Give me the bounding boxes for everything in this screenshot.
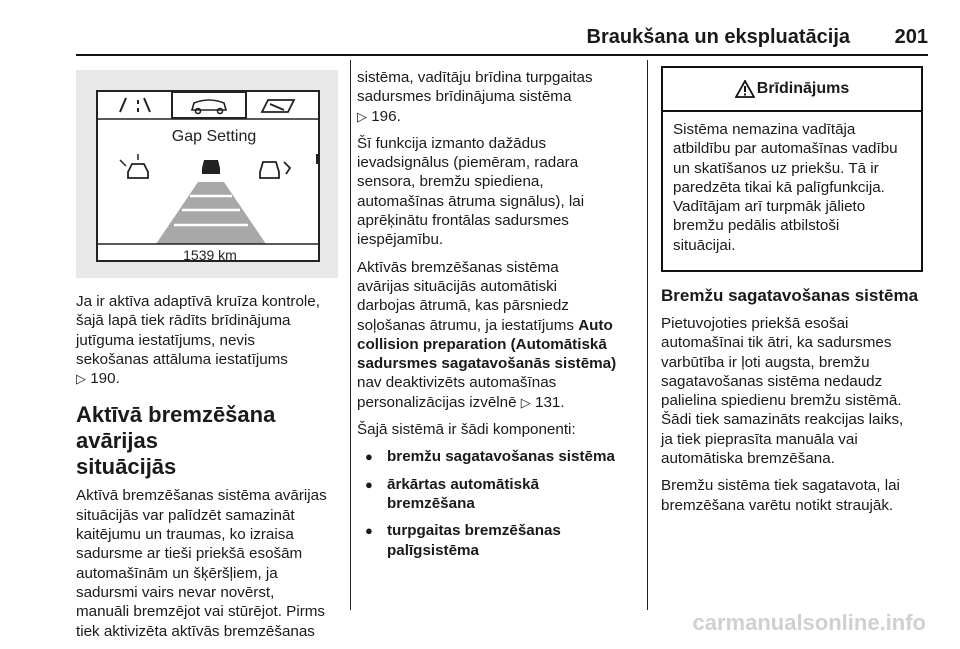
warning-box	[661, 66, 923, 272]
column-divider	[350, 60, 351, 610]
header-divider	[76, 54, 928, 56]
component-list	[357, 447, 639, 559]
left-column	[76, 292, 346, 649]
page-header	[0, 0, 960, 60]
warning-text: Sistēma nemazina vadītāja atbildību par automašīnas vadību un skatīšanos uz priekšu. Tā ir paredzēta tikai kā palīgfunkcija. Vadītājam arī turpmāk jālieto bremžu pedālis atbilstoši situācijai.	[673, 121, 898, 254]
warning-triangle-icon	[735, 80, 755, 98]
paragraph: sistēma, vadītāju brīdina turpgaitas sadursmes brīdinājuma sistēma ▷ 196.	[357, 69, 593, 125]
tab-active-car	[172, 92, 246, 118]
reference-arrow-icon: ▷	[520, 394, 531, 410]
middle-column	[357, 68, 639, 568]
list-item: ● ārkārtas automātiskā bremzēšana	[357, 475, 639, 514]
reference-arrow-icon: ▷	[76, 371, 86, 387]
warning-title: Brīdinājums	[756, 80, 850, 97]
reference-arrow-icon: ▷	[357, 108, 367, 124]
display-graphic	[98, 92, 318, 260]
section-heading: Bremžu sagatavošanas sistēma	[661, 286, 919, 305]
column-divider	[647, 60, 648, 610]
intro-paragraph: Ja ir aktīva adaptīvā kruīza kontrole, šajā lapā tiek rādīts brīdinājuma jutīguma iestatījums, nevis sekošanas attāluma iestatījums ▷ 190.	[76, 293, 320, 388]
paragraph: Šī funkcija izmanto dažādus ievadsignālus (piemēram, radara sensora, bremžu spiediena, automašīnas ātruma signālus), lai aprēķinātu frontālas sadursmes iespējamību.	[357, 134, 585, 249]
sign-icon	[262, 100, 294, 112]
paragraph: Šajā sistēmā ir šādi komponenti:	[357, 421, 576, 439]
watermark: carmanualsonline.info	[692, 610, 926, 635]
lead-car-icon	[202, 160, 220, 174]
paragraph: Bremžu sistēma tiek sagatavota, lai bremzēšana varētu notikt straujāk.	[661, 477, 900, 514]
display-screen	[96, 90, 320, 262]
section-paragraph: Aktīvā bremzēšanas sistēma avārijas situācijās var palīdzēt samazināt kaitējumu un traumas, ko izraisa sadursme ar tieši priekšā esošām automašīnām un šķēršļiem, ja sadursmi vairs nevar novērst, manuāli bremzējot vai stūrējot. Pirms tiek aktivizēta aktīvās bremzēšanas	[76, 487, 327, 640]
right-column	[661, 285, 931, 523]
paragraph: Pietuvojoties priekšā esošai automašīnai tik ātri, ka sadursmes varbūtība ir ļoti augsta, bremžu sagatavošanas sistēma nedaudz palielina spiedienu bremžu sistēmā. Šādi tiek samazināts reakcijas laiks, ja tiek pieprasīta manuāla vai automātiska bremzēšana.	[661, 315, 904, 468]
warning-car-icon	[120, 154, 148, 178]
section-heading: Aktīvā bremzēšana avārijas situācijās	[76, 402, 276, 480]
figure-gap-setting	[76, 70, 338, 278]
list-item: ● turpgaitas bremzēšanas palīgsistēma	[357, 521, 639, 560]
lane-icon	[120, 98, 150, 112]
odometer-readout: 1539 km	[183, 247, 237, 260]
list-item: ● bremžu sagatavošanas sistēma	[357, 447, 639, 466]
page-number: 201	[894, 26, 928, 48]
section-title: Braukšana un ekspluatācija	[586, 26, 850, 48]
paragraph: Aktīvās bremzēšanas sistēma avārijas situācijās automātiski darbojas ātrumā, kas pārsniedz soļošanas ātrumu, ja iestatījums Auto collision preparation (Automātiskā sadursmes sagatavošanās sistēma) nav deaktivizēts automašīnas personalizācijas izvēlnē ▷ 131.	[357, 258, 617, 411]
collision-car-icon	[260, 162, 290, 178]
screen-title: Gap Setting	[171, 128, 257, 145]
warning-header	[663, 68, 921, 112]
gap-distance-graphic	[156, 182, 266, 244]
